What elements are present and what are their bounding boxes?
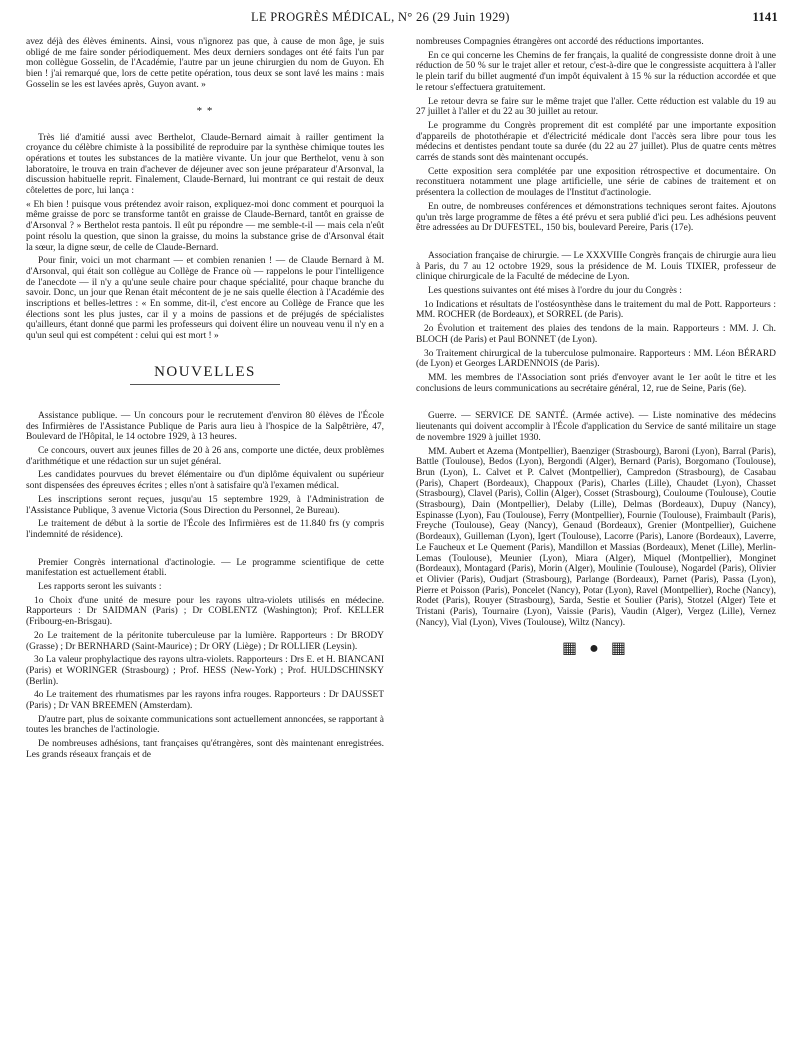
paragraph: MM. les membres de l'Association sont priés d'envoyer avant le 1er août le titre et les conclusions de leurs communications au secrétaire général, 12, rue de Seine, Paris (6e). [416,372,776,394]
list-item: 4o Le traitement des rhumatismes par les rayons infra rouges. Rapporteurs : Dr DAUSSET (Paris) ; Dr VAN BREEMEN (Amsterdam). [26,690,384,712]
paragraph: Cette exposition sera complétée par une exposition rétrospective et documentaire. On reconstituera notamment une plage artificielle, une série de cabines de traitement et on présentera la collection de moulages de l'Institut d'actinologie. [416,166,776,199]
list-item: 1o Indications et résultats de l'ostéosynthèse dans le traitement du mal de Pott. Rapporteurs : MM. ROCHER (de Bordeaux), et SORREL (de Paris). [416,299,776,321]
left-column [26,37,384,764]
paragraph: nombreuses Compagnies étrangères ont accordé des réductions importantes. [416,37,704,47]
paragraph: Le retour devra se faire sur le même trajet que l'aller. Cette réduction est valable du 19 au 27 juillet à l'aller et du 22 au 30 juillet au retour. [416,96,776,118]
paragraph: Le traitement de début à la sortie de l'École des Infirmières est de 11.840 frs (y compris l'indemnité de résidence). [26,519,384,540]
list-item: 1o Choix d'une unité de mesure pour les rayons ultra-violets utilisés en médecine. Rapporteurs : Dr SAIDMAN (Paris) ; Dr COBLENTZ (Washington); Prof. KELLER (Fribourg-en-Brisgau). [26,595,384,628]
paragraph: En outre, de nombreuses conférences et démonstrations techniques seront faites. Ajoutons qu'un très large programme de fêtes a été prévu et sera publié d'ici peu. Les adhésions peuvent être adressées au Dr DUFESTEL, 150 bis, boulevard Pereire, Paris (17e). [416,201,776,234]
paragraph: Les rapports seront les suivants : [38,582,162,593]
journal-title: LE PROGRÈS MÉDICAL, N° 26 (29 Juin 1929) [251,10,510,24]
list-item: 3o La valeur prophylactique des rayons ultra-violets. Rapporteurs : Drs E. et H. BIANCANI (Paris) et WORINGER (Strasbourg) ; Prof. HESS (New-York) ; Prof. HULDSCHINSKY (Berlin). [26,655,384,687]
paragraph: avez déjà des élèves éminents. Ainsi, vous n'ignorez pas que, à cause de mon âge, je suis obligé de me faire sonder périodiquement. Mes deux derniers sondages ont été faits l'un par mon collègue Gosselin, de l'Académie, l'autre par un jeune chirurgien du nom de Guyon. Eh bien ! j'ai remarqué que, lors de cette petite opération, tous deux se sont lavé les mains : mais Gosselin se les est lavées après, Guyon avant. » [26,37,384,90]
list-item: 2o Le traitement de la péritonite tuberculeuse par la lumière. Rapporteurs : Dr BRODY (Grasse) ; Dr BERNHARD (Saint-Maurice) ; Dr ORY (Liège) ; Dr ROLLIER (Leysin). [26,630,384,652]
paragraph: D'autre part, plus de soixante communications sont actuellement annoncées, se rapportant à toutes les branches de l'actinologie. [26,714,384,736]
list-item: 3o Traitement chirurgical de la tuberculose pulmonaire. Rapporteurs : MM. Léon BÉRARD (de Lyon) et Georges LARDENNOIS (de Paris). [416,348,776,370]
paragraph: Le programme du Congrès proprement dit est complété par une importante exposition d'appareils de photothérapie et d'électricité médicale dont l'accès sera libre pour tous les médecins et dentistes pendant toute sa durée (du 22 au 27 juillet). Plus de quatre cents mètres carrés de stands sont dès maintenant occupés. [416,120,776,164]
paragraph: De nombreuses adhésions, tant françaises qu'étrangères, sont dès maintenant enregistrées. Les grands réseaux français et de [26,739,384,760]
paragraph: « Eh bien ! puisque vous prétendez avoir raison, expliquez-moi donc comment et pourquoi la même graisse de porc se transforme tantôt en graisse de Claude-Bernard, tantôt en graisse de d'Arsonval ? » Berthelot resta pantois. Il eût pu répondre — me semble-t-il — mais cela n'eût point résolu la question, que sinon la graisse, du moins la substance grise de d'Arsonval était la sœur, la digne sœur, de celle de Claude-Bernard. [26,199,384,253]
paragraph: MM. Aubert et Azema (Montpellier), Baenziger (Strasbourg), Baroni (Lyon), Barral (Paris), Battle (Toulouse), Bedos (Lyon), Bergondi (Alger), Bernard (Paris), Borgomano (Toulouse), Brun (Lyon), L. Calvet et P. Calvet (Montpellier), Campredon (Strasbourg), de Casabau (Paris), Chapert (Bordeaux), Chappoux (Paris), Charles (Lille), Chaudet (Lyon), Chasset (Strasbourg), Clavel (Paris), Collin (Alger), Cosset (Strasbourg), Couloume (Toulouse), Coutie (Strasbourg), Dain (Montpellier), Delaby (Lille), Delmas (Bordeaux), Dupuy (Nancy), Espinasse (Lyon), Fau (Toulouse), Ferry (Montpellier), Fournie (Toulouse), Fraimbault (Paris), Freyche (Toulouse), Geay (Nancy), Genaud (Bordeaux), Grenier (Montpellier), Guichene (Bordeaux), Guilleman (Lyon), Igert (Toulouse), Lacorre (Paris), Lanore (Bordeaux), Laverre, Le Faucheux et Le Quement (Paris), Mandillon et Massias (Bordeaux), Menet (Lille), Merlin-Lemas (Toulouse), Meunier (Lyon), Miara (Alger), Miquel (Montpellier), Monginet (Bordeaux), Montagard (Paris), Morin (Alger), Moulinie (Toulouse), Nogardel (Paris), Olivier et Olivier (Paris), Oudjart (Strasbourg), Parlange (Bordeaux), Parnet (Paris), Passa (Lyon), Pierre et Poisson (Paris), Poncelet (Nancy), Potar (Lyon), Ravel (Montpellier), Roche (Nancy), Rodet (Paris), Rouyer (Strasbourg), Sarda, Sestie et Soulier (Paris), Stotzel (Alger) Tete et Tristani (Paris), Tournaire (Lyon), Vaissie (Paris), Vaudin (Alger), Vergez (Lille), Vernez (Nancy), Vial (Lyon), Vives (Toulouse), Wiltz (Nancy). [416,446,776,628]
list-item: 2o Évolution et traitement des plaies des tendons de la main. Rapporteurs : MM. J. Ch. BLOCH (de Paris) et Paul BONNET (de Lyon). [416,324,776,345]
running-header [26,6,778,28]
paragraph: Les inscriptions seront reçues, jusqu'au 15 septembre 1929, à l'Administration de l'Assistance Publique, 3 avenue Victoria (Sous Direction du Personnel, 2e Bureau). [26,494,384,516]
section-rule [130,384,280,385]
end-ornament: ▦ ● ▦ [562,640,630,658]
news-item-assistance: Assistance publique. — Un concours pour le recrutement d'environ 80 élèves de l'École des Infirmières de l'Assistance Publique de Paris aura lieu à l'hospice de la Salpêtrière, 47, Boulevard de l'Hôpital, le 14 octobre 1929, à 13 heures. [26,410,384,443]
paragraph: Les questions suivantes ont été mises à l'ordre du jour du Congrès : [428,286,682,297]
paragraph: Les candidates pourvues du brevet élémentaire ou d'un diplôme équivalent ou supérieur sont dispensées des épreuves écrites ; elles n'ont à satisfaire qu'à l'examen médical. [26,470,384,492]
right-column [416,37,776,658]
news-item-actinologie: Premier Congrès international d'actinologie. — Le programme scientifique de cette manifestation est actuellement établi. [26,557,384,579]
asterism-separator: * * [196,104,214,117]
paragraph: En ce qui concerne les Chemins de fer français, la qualité de congressiste donne droit à une réduction de 50 % sur le trajet aller et retour, c'est-à-dire que le congressiste acquittera à l'aller le plein tarif du billet augmenté d'un impôt équivalent à 15 % sur la réduction accordée et que le retour s'effectuera gratuitement. [416,50,776,93]
section-title: NOUVELLES [154,363,256,380]
page-number: 1141 [752,10,778,24]
news-item-chirurgie: Association française de chirurgie. — Le XXXVIIIe Congrès français de chirurgie aura lieu à Paris, du 7 au 12 octobre 1929, sous la présidence de M. Louis TIXIER, professeur de clinique chirurgicale de la Faculté de médecine de Lyon. [416,250,776,283]
paragraph: Ce concours, ouvert aux jeunes filles de 20 à 26 ans, comporte une dictée, deux problèmes d'arithmétique et une rédaction sur un sujet général. [26,445,384,467]
paragraph: Pour finir, voici un mot charmant — et combien renanien ! — de Claude Bernard à M. d'Arsonval, qui était son collègue au Collège de France où — rappelons le pour l'intelligence de l'anecdote — il n'y a qu'une seule chaire pour chaque spécialité, pour chaque branche du savoir. Donc, un jour que Renan était mécontent de je ne sais quelle élection à l'Académie des inscriptions et belles-lettres : « En somme, dit-il, c'est encore au Collège de France que les élections sont les plus justes, car il y a moins de passions et de préjugés de spécialistes qu'ailleurs, étant donné que parmi les professeurs qui doivent élire un nouveau venu il n'y en a qu'un seul qui est compétent : celui qui est mort ! » [26,256,384,342]
news-item-guerre: Guerre. — SERVICE DE SANTÉ. (Armée active). — Liste nominative des médecins lieutenants qui doivent accomplir à l'École d'application du Service de santé militaire un stage de novembre 1929 à juillet 1930. [416,411,776,443]
paragraph: Très lié d'amitié aussi avec Berthelot, Claude-Bernard aimait à railler gentiment la croyance du célèbre chimiste à la possibilité de reproduire par la synthèse chimique toutes les opérations et toutes les substances de la matière vivante. Un jour que Berthelot, venu à son laboratoire, le trouva en train d'achever de déjeuner avec son jeune préparateur d'Arsonval, la discussion habituelle reprit. Finalement, Claude-Bernard, lui montrant ce qui restait de deux côtelettes de porc, lui lança : [26,132,384,197]
